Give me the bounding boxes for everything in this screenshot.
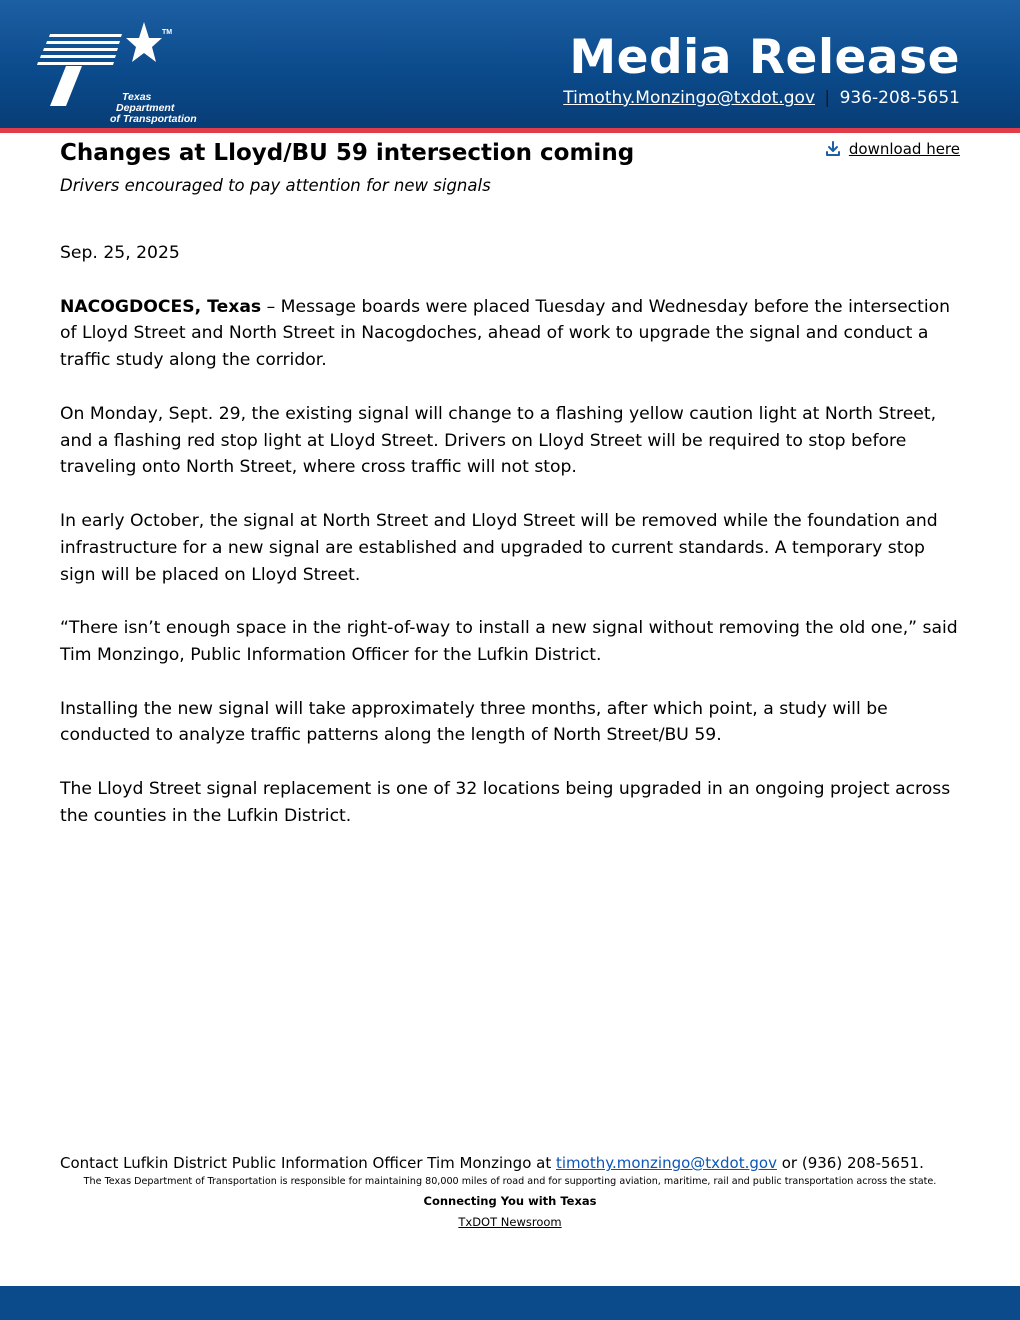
article-lead-text: – Message boards were placed Tuesday and Wednesday before the intersection of Lloyd Street and North Street in Nacogdoches, ahead of work to upgrade the signal and conduct a traffic study along the corridor. [60,296,951,371]
header-separator: | [824,88,831,108]
header-phone: 936-208-5651 [839,88,960,108]
logo-wordmark [110,92,197,125]
article-body [60,240,965,856]
footer-bar [0,1286,1020,1320]
footer-tagline: Connecting You with Texas [423,1194,597,1208]
footer-contact [60,1154,924,1172]
article-headline: Changes at Lloyd/BU 59 intersection coming [60,140,635,166]
footer-mission: The Texas Department of Transportation is responsible for maintaining 80,000 miles of road and for supporting aviation, maritime, rail and public transportation across the state. [83,1176,937,1187]
article-paragraph: Installing the new signal will take approximately three months, after which point, a study will be conducted to analyze traffic patterns along the length of North Street/BU 59. [60,698,888,746]
logo-line-1: Texas [122,91,152,103]
article-subheadline: Drivers encouraged to pay attention for new signals [60,176,491,195]
article-paragraph: “There isn’t enough space in the right-of-way to install a new signal without removing the old one,” said Tim Monzingo, Public Information Officer for the Lufkin District. [60,618,958,665]
article-paragraph: The Lloyd Street signal replacement is one of 32 locations being upgraded in an ongoing project across the counties in the Lufkin District. [60,778,951,826]
article-date: Sep. 25, 2025 [60,243,180,263]
logo-line-3: of Transportation [110,113,197,125]
header-accent-line [0,128,1020,133]
logo-line-2: Department [116,102,175,114]
txdot-logo[interactable] [36,20,197,125]
header-banner [0,0,1020,128]
footer-contact-suffix: or (936) 208-5651. [776,1154,924,1172]
page-title: Media Release [569,30,960,85]
header-email-link[interactable]: Timothy.Monzingo@txdot.gov [563,88,816,108]
header-contact [563,88,960,108]
download-label[interactable]: download here [848,140,960,158]
footer-contact-prefix: Contact Lufkin District Public Information Officer Tim Monzingo at [60,1154,556,1172]
newsroom-link[interactable]: TxDOT Newsroom [458,1215,562,1229]
trademark-mark: TM [162,29,173,36]
article-dateline: NACOGDOCES, Texas [60,296,262,317]
download-link[interactable] [825,140,960,158]
footer-email-link[interactable]: timothy.monzingo@txdot.gov [556,1154,777,1172]
article-paragraph: On Monday, Sept. 29, the existing signal will change to a flashing yellow caution light at North Street, and a flashing red stop light at Lloyd Street. Drivers on Lloyd Street will be required to stop before traveling onto North Street, where cross traffic will not stop. [60,403,937,478]
article-lead-paragraph [60,294,965,374]
article-paragraph: In early October, the signal at North Street and Lloyd Street will be removed while the foundation and infrastructure for a new signal are established and upgraded to current standards. A temporary stop sign will be placed on Lloyd Street. [60,510,938,585]
download-icon [825,141,841,157]
